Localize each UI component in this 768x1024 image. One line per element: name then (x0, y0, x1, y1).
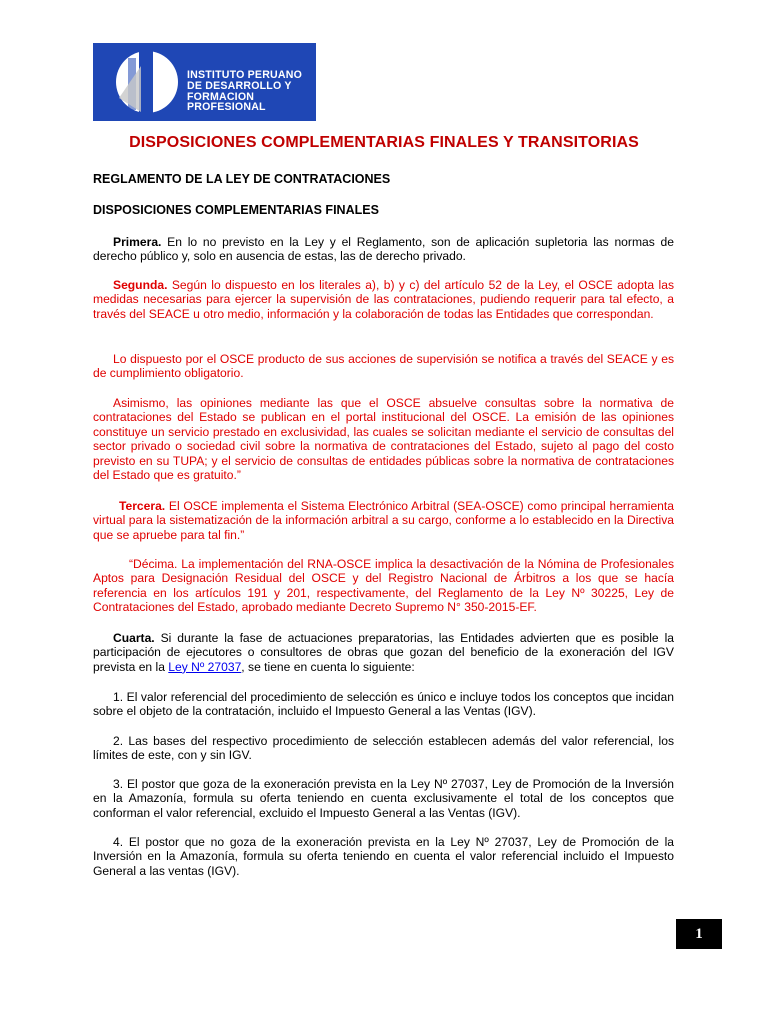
list-item: 4. El postor que no goza de la exoneración prevista en la Ley Nº 27037, Ley de Promoción de la Inversión en la Amazonía, formula su oferta teniendo en cuenta el valor referencial incluido el Impuesto General a las ventas (IGV). (93, 835, 674, 878)
page-number: 1 (676, 919, 722, 949)
institute-logo (93, 43, 316, 121)
logo-line: DE DESARROLLO Y (187, 79, 292, 92)
segunda-text: Según lo dispuesto en los literales a), b) y c) del artículo 52 de la Ley, el OSCE adopta las medidas necesarias para ejercer la supervisión de las contrataciones, pudiendo requerir para tal efecto, a través del SEACE u otro medio, información y la colaboración de todas las Entidades que correspondan. (93, 278, 674, 321)
list-item: 3. El postor que goza de la exoneración prevista en la Ley Nº 27037, Ley de Promoción de la Inversión en la Amazonía, formula su oferta teniendo en cuenta exclusivamente el total de los conceptos que conforman el valor referencial, excluido el Impuesto General a las Ventas (IGV). (93, 777, 674, 820)
paragraph-asimismo: Asimismo, las opiniones mediante las que el OSCE absuelve consultas sobre la normativa de contrataciones del Estado se publican en el portal institucional del OSCE. La emisión de las opiniones constituye un servicio prestado en exclusividad, las cuales se solicitan mediante el servicio de consultas del sector privado o sociedad civil sobre la normativa de contrataciones del Estado, sujeto al pago del costo previsto en su TUPA; y el servicio de consultas de entidades públicas sobre la normativa de contrataciones del Estado que es gratuito.” (93, 396, 674, 483)
cuarta-text-before: Si durante la fase de actuaciones preparatorias, las Entidades advierten que es posible la participación de ejecutores o consultores de obras que gozan del beneficio de la exoneración del IGV prevista en la (93, 631, 674, 674)
logo-line: FORMACION (187, 90, 255, 103)
paragraph-decima: “Décima. La implementación del RNA-OSCE implica la desactivación de la Nómina de Profesionales Aptos para Designación Residual del OSCE y del Registro Nacional de Árbitros a los que se hacía referencia en los artículos 191 y 201, respectivamente, del Reglamento de la Ley Nº 30225, Ley de Contrataciones del Estado, aprobado mediante Decreto Supremo N° 350-2015-EF. (93, 557, 674, 615)
document-title: DISPOSICIONES COMPLEMENTARIAS FINALES Y TRANSITORIAS (129, 134, 639, 151)
cuarta-label: Cuarta. (113, 631, 155, 645)
logo-text (187, 70, 302, 113)
tercera-text: El OSCE implementa el Sistema Electrónico Arbitral (SEA-OSCE) como principal herramienta virtual para la sistematización de la información arbitral a su cargo, conforme a lo establecido en la Directiva que se apruebe para tal fin.” (93, 499, 674, 542)
list-item: 1. El valor referencial del procedimiento de selección es único e incluye todos los conceptos que incidan sobre el objeto de la contratación, incluido el Impuesto General a las Ventas (IGV). (93, 690, 674, 719)
paragraph-segunda (93, 278, 674, 321)
logo-emblem-icon (111, 48, 183, 118)
tercera-label: Tercera. (119, 499, 166, 513)
paragraph-tercera (93, 499, 674, 542)
logo-line: PROFESIONAL (187, 101, 266, 114)
regulation-heading: REGLAMENTO DE LA LEY DE CONTRATACIONES (93, 172, 391, 186)
primera-label: Primera. (113, 235, 162, 249)
list-item: 2. Las bases del respectivo procedimiento de selección establecen además del valor referencial, los límites de este, con y sin IGV. (93, 734, 674, 763)
paragraph-primera (93, 235, 674, 264)
logo-line: INSTITUTO PERUANO (187, 69, 303, 81)
ley-27037-link[interactable]: Ley Nº 27037 (168, 659, 242, 674)
final-provisions-heading: DISPOSICIONES COMPLEMENTARIAS FINALES (93, 203, 379, 217)
cuarta-text-after: , se tiene en cuenta lo siguiente: (241, 659, 415, 674)
primera-text: En lo no previsto en la Ley y el Reglamento, son de aplicación supletoria las normas de derecho público y, solo en ausencia de estas, las de derecho privado. (93, 235, 674, 264)
segunda-label: Segunda. (113, 278, 168, 292)
paragraph-cuarta (93, 631, 674, 674)
paragraph-osce-notice: Lo dispuesto por el OSCE producto de sus acciones de supervisión se notifica a través del SEACE y es de cumplimiento obligatorio. (93, 352, 674, 381)
